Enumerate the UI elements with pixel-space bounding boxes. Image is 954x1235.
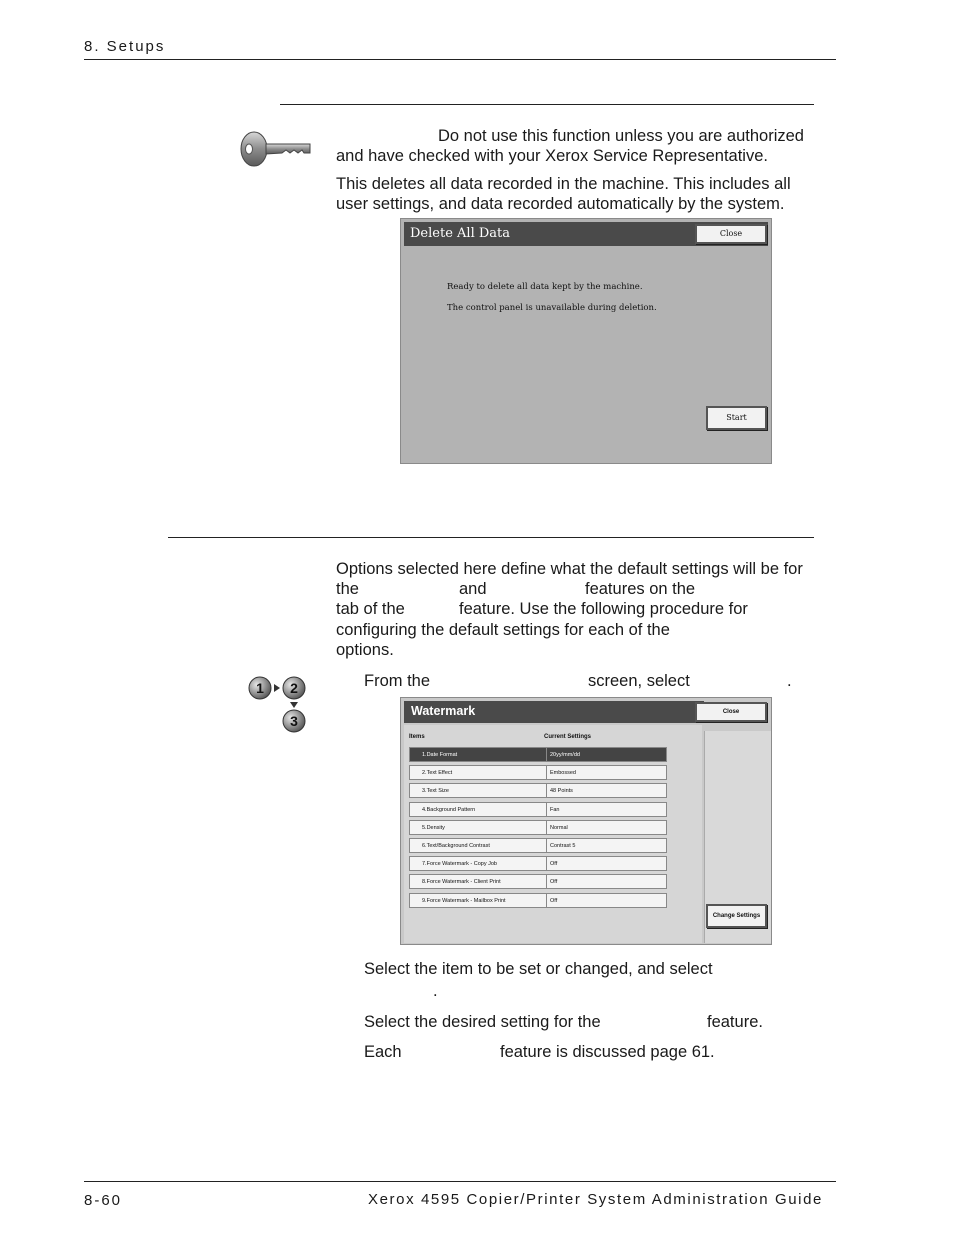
row-current-setting: Fan xyxy=(550,806,560,813)
row-current-setting: Off xyxy=(550,861,558,868)
step1-b: screen, select xyxy=(588,672,690,690)
row-current-setting: Normal xyxy=(550,824,568,831)
footer-rule xyxy=(84,1181,836,1182)
steps-123-icon xyxy=(246,674,312,736)
row-item-label: 6.Text/Background Contrast xyxy=(422,843,490,849)
row-divider xyxy=(546,784,547,797)
watermark-row[interactable] xyxy=(409,838,667,853)
row-item-label: 3.Text Size xyxy=(422,788,449,795)
intro-line-5: options. xyxy=(336,641,394,659)
delete-message-1: Ready to delete all data kept by the machine. xyxy=(447,282,643,292)
change-settings-button[interactable]: Change Settings xyxy=(706,904,767,928)
guide-title: Xerox 4595 Copier/Printer System Administration Guide xyxy=(368,1191,823,1208)
running-header: 8. Setups xyxy=(84,38,166,55)
intro-line-2a: the xyxy=(336,580,359,598)
section-rule xyxy=(168,537,814,538)
col-header-settings: Current Settings xyxy=(544,734,592,740)
watermark-row[interactable] xyxy=(409,747,667,762)
svg-text:3: 3 xyxy=(290,713,298,729)
delete-screen-title: Delete All Data xyxy=(410,226,511,241)
row-item-label: 4.Background Pattern xyxy=(422,806,476,813)
row-item-label: 5.Density xyxy=(422,824,445,831)
row-item-label: 1.Date Format xyxy=(422,752,458,758)
watermark-titlebar xyxy=(404,701,704,723)
header-rule xyxy=(84,59,836,60)
watermark-title: Watermark xyxy=(411,704,476,718)
key-icon xyxy=(240,129,312,169)
row-divider xyxy=(546,857,547,870)
watermark-screen xyxy=(400,697,772,945)
row-item-label: 9.Force Watermark - Mailbox Print xyxy=(422,897,506,904)
row-item-label: 8.Force Watermark - Client Print xyxy=(422,879,501,886)
row-divider xyxy=(546,766,547,779)
warning-para2-line-1: This deletes all data recorded in the machine. This includes all xyxy=(336,175,791,193)
row-current-setting: Embossed xyxy=(550,770,576,777)
row-item-label: 7.Force Watermark - Copy Job xyxy=(422,861,497,868)
step2-line-2: . xyxy=(433,982,438,1000)
delete-close-button[interactable]: Close xyxy=(695,224,767,244)
warning-line-1: Do not use this function unless you are authorized xyxy=(438,127,804,145)
col-header-items: Items xyxy=(409,734,425,740)
step3-b: feature. xyxy=(707,1013,763,1031)
row-current-setting: 48 Points xyxy=(550,788,573,795)
delete-start-button[interactable]: Start xyxy=(706,406,767,430)
watermark-row[interactable] xyxy=(409,783,667,798)
step4-a: Each xyxy=(364,1043,402,1061)
row-current-setting: Off xyxy=(550,879,558,886)
watermark-close-button[interactable]: Close xyxy=(695,702,767,722)
row-item-label: 2.Text Effect xyxy=(422,770,453,777)
step2-line-1: Select the item to be set or changed, and select xyxy=(364,960,713,978)
step4-b: feature is discussed page 61. xyxy=(500,1043,715,1061)
row-divider xyxy=(546,803,547,816)
row-divider xyxy=(546,839,547,852)
intro-line-2c: features on the xyxy=(585,580,696,598)
row-current-setting: Off xyxy=(550,897,558,904)
step1-c: . xyxy=(787,672,792,690)
watermark-row[interactable] xyxy=(409,820,667,835)
intro-line-4: configuring the default settings for each of the xyxy=(336,621,670,639)
row-current-setting: 20yy/mm/dd xyxy=(550,752,580,758)
intro-line-1: Options selected here define what the default settings will be for xyxy=(336,560,803,578)
warning-para2-line-2: user settings, and data recorded automatically by the system. xyxy=(336,195,785,213)
warning-line-2: and have checked with your Xerox Service Representative. xyxy=(336,147,768,165)
svg-text:1: 1 xyxy=(256,680,264,696)
intro-line-3b: feature. Use the following procedure for xyxy=(459,600,748,618)
step3-a: Select the desired setting for the xyxy=(364,1013,601,1031)
watermark-row[interactable] xyxy=(409,765,667,780)
watermark-items-panel xyxy=(404,725,702,943)
watermark-row[interactable] xyxy=(409,893,667,908)
row-divider xyxy=(546,875,547,888)
row-divider xyxy=(546,821,547,834)
svg-text:2: 2 xyxy=(290,680,298,696)
row-current-setting: Contrast 5 xyxy=(550,843,576,849)
row-divider xyxy=(546,894,547,907)
delete-message-2: The control panel is unavailable during deletion. xyxy=(447,303,657,313)
intro-line-3a: tab of the xyxy=(336,600,405,618)
row-divider xyxy=(546,748,547,761)
step1-a: From the xyxy=(364,672,431,690)
warning-rule xyxy=(280,104,814,105)
intro-line-2b: and xyxy=(459,580,487,598)
watermark-row[interactable] xyxy=(409,874,667,889)
watermark-row[interactable] xyxy=(409,856,667,871)
watermark-row[interactable] xyxy=(409,802,667,817)
page-number: 8-60 xyxy=(84,1192,123,1209)
delete-all-data-screen xyxy=(400,218,772,464)
